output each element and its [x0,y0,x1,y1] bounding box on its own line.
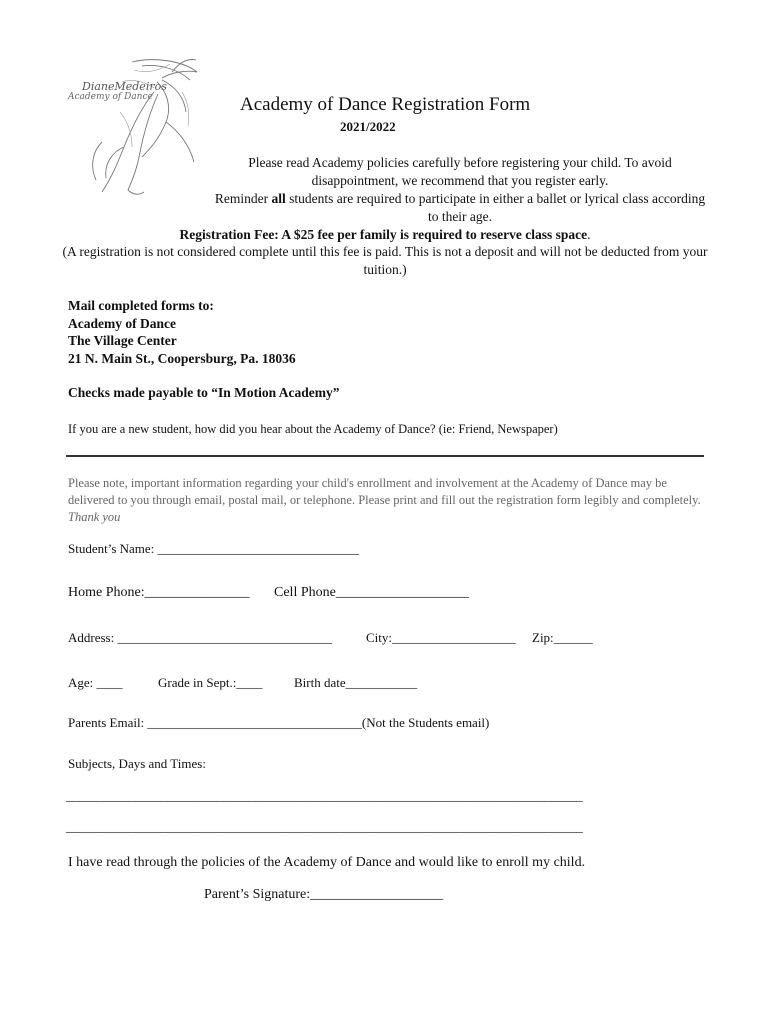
student-name-field[interactable]: Student’s Name: _______________________________ [68,541,360,556]
mail-heading: Mail completed forms to: [68,298,214,313]
intro-line: Please read Academy policies carefully before registering your child. To avoid disappointment, we recommend that you register early. [248,155,672,188]
hear-about-question: If you are a new student, how did you hear about the Academy of Dance? (ie: Friend, Newspaper) [68,422,558,436]
season-year: 2021/2022 [340,119,396,134]
mail-name: Academy of Dance [68,315,176,331]
grade-field[interactable]: Grade in Sept.:____ [158,675,263,690]
parent-email-field[interactable]: Parents Email: _________________________________(Not the Students email) [68,715,490,730]
reminder-line [210,190,710,226]
home-phone-field[interactable]: Home Phone:_______________ [68,585,250,600]
mail-street: 21 N. Main St., Coopersburg, Pa. 18036 [68,350,296,366]
registration-fee [60,226,710,244]
agreement-statement: I have read through the policies of the Academy of Dance and would like to enroll my child. [68,855,586,870]
dancer-sketch-icon [62,52,207,202]
logo-name: DianeMedeiros [82,80,167,93]
reminder-prefix: Reminder [214,191,272,206]
city-field[interactable]: City:___________________ [366,630,516,645]
intro-text [210,154,710,226]
subjects-line-1[interactable]: __________________________________________________________________________________ [66,788,583,803]
academy-logo [62,52,207,202]
fee-bold: Registration Fee: A $25 fee per family is required to reserve class space [179,227,588,242]
subjects-line-2[interactable]: __________________________________________________________________________________ [66,819,583,834]
subjects-label: Subjects, Days and Times: [68,756,206,771]
logo-subtitle: Academy of Dance [68,92,153,102]
fee-note: (A registration is not considered complete until this fee is paid. This is not a deposit and will not be deducted from your tuition.) [62,244,708,277]
note-text: Please note, important information regarding your child's enrollment and involvement at the Academy of Dance may be delivered to you through email, postal mail, or telephone. Please print and fill out the registration form legibly and completely. [68,476,701,507]
reminder-suffix: students are required to participate in either a ballet or lyrical class according to their age. [285,191,706,224]
age-field[interactable]: Age: ____ [68,675,123,690]
reminder-emphasis: all [271,191,286,206]
cell-phone-field[interactable]: Cell Phone___________________ [274,585,469,600]
checks-payable: Checks made payable to “In Motion Academy” [68,385,340,400]
fee-suffix: . [587,227,591,242]
zip-field[interactable]: Zip:______ [532,630,593,645]
birth-date-field[interactable]: Birth date___________ [294,675,418,690]
parent-signature-field[interactable]: Parent’s Signature:___________________ [204,887,444,902]
address-field[interactable]: Address: _________________________________ [68,630,332,645]
enrollment-note [68,475,708,526]
mailing-address [68,297,296,367]
mail-place: The Village Center [68,333,177,348]
note-thanks: Thank you [68,510,121,524]
answer-line[interactable] [66,455,704,457]
page-title: Academy of Dance Registration Form [240,94,531,115]
